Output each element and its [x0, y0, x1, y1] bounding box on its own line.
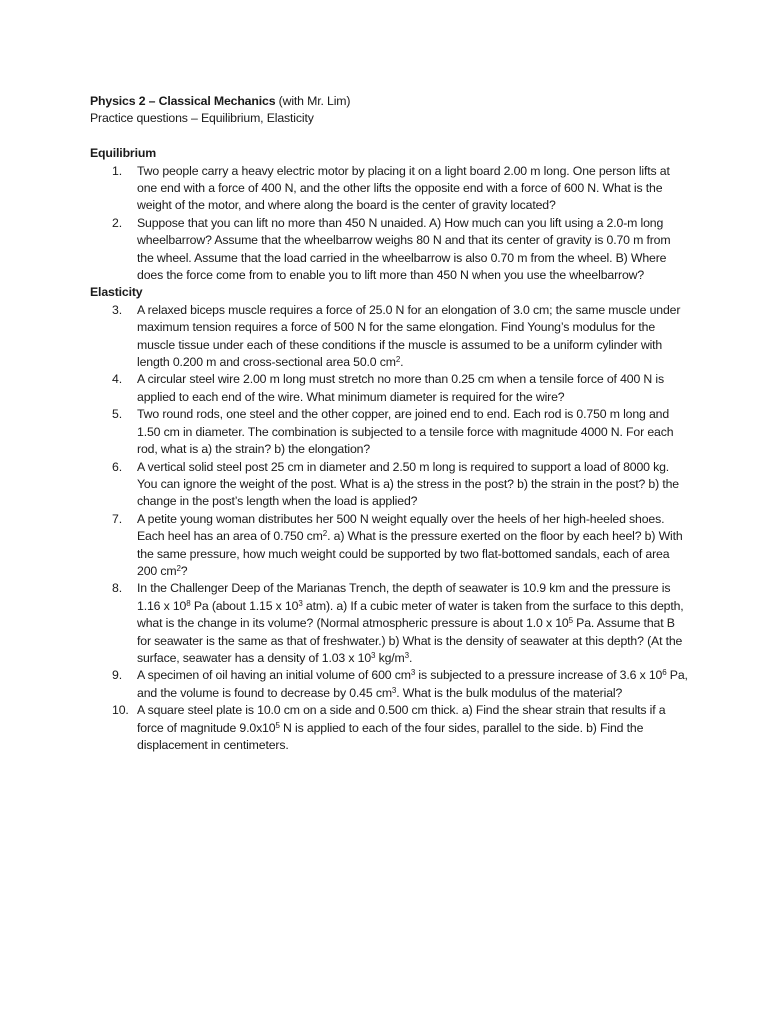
text-part: atm). a) If a cubic meter of water is taken from the surface to this depth, what is the change in its volume? (Normal atmospheric pressure is about 1.0 x 10 [137, 598, 684, 631]
text-part: In the Challenger Deep of the Marianas Trench, the depth of seawater is 10.9 km and the pressure is 1.16 x 10 [137, 581, 671, 613]
superscript: 6 [662, 668, 667, 678]
superscript: 2 [176, 563, 181, 573]
question-number: 9. [112, 668, 122, 683]
question-text [137, 581, 684, 665]
question-item [90, 702, 690, 754]
text-part: N is applied to each of the four sides, parallel to the side. b) Find the displacement in centimeters. [137, 720, 644, 753]
question-number: 10. [112, 703, 129, 718]
question-text: Suppose that you can lift no more than 450 N unaided. A) How much can you lift using a 2.0-m long wheelbarrow? Assume that the wheelbarrow weighs 80 N and that its center of gravity is 0.70 m from the wheel. Assume that the load carried in the wheelbarrow is also 0.70 m from the wheel. B) Where does the force come from to enable you to lift more than 450 N when you use the wheelbarrow? [137, 215, 671, 283]
superscript: 2 [395, 355, 401, 365]
instructor: (with Mr. Lim) [275, 94, 351, 108]
course-title: Physics 2 – Classical Mechanics [90, 94, 276, 108]
question-text: A vertical solid steel post 25 cm in diameter and 2.50 m long is required to support a load of 8000 kg. You can ignore the weight of the post. What is a) the stress in the post? b) the strain in the post? b) the change in the post’s length when the load is applied? [137, 459, 679, 509]
text-part: ? [180, 563, 188, 578]
text-part: Pa (about 1.15 x 10 [190, 598, 299, 613]
question-number: 2. [112, 215, 122, 230]
text-part: . [400, 355, 404, 370]
question-item [90, 511, 690, 581]
text-part: Pa. Assume that B for seawater is the same as that of freshwater.) b) What is the density of seawater at this depth? (At the surface, seawater has a density of 1.03 x 10 [137, 616, 683, 665]
superscript: 3 [410, 668, 416, 678]
document-content [90, 93, 690, 754]
question-text: A circular steel wire 2.00 m long must stretch no more than 0.25 cm when a tensile force of 400 N is applied to each end of the wire. What minimum diameter is required for the wire? [137, 372, 665, 404]
text-part: A square steel plate is 10.0 cm on a side and 0.500 cm thick. a) Find the shear strain that results if a force of magnitude 9.0x10 [137, 703, 666, 735]
question-item [90, 163, 690, 215]
superscript: 5 [568, 616, 573, 626]
text-part: . a) What is the pressure exerted on the floor by each heel? b) With the same pressure, how much weight could be supported by two flat-bottomed sandals, each of area 200 cm [137, 529, 683, 578]
section-heading-equilibrium: Equilibrium [90, 146, 156, 161]
equilibrium-question-list [90, 163, 690, 285]
question-text [137, 668, 688, 699]
question-item [90, 406, 690, 458]
text-part: is subjected to a pressure increase of 3.6 x 10 [415, 668, 663, 683]
superscript: 3 [298, 598, 303, 608]
question-item [90, 302, 690, 372]
question-number: 5. [112, 407, 122, 422]
question-text: Two people carry a heavy electric motor by placing it on a light board 2.00 m long. One person lifts at one end with a force of 400 N, and the other lifts the opposite end with a force of 600 N. What is the weight of the motor, and where along the board is the center of gravity located? [137, 163, 670, 213]
question-number: 3. [112, 302, 122, 317]
question-item [90, 667, 690, 702]
text-part: A petite young woman distributes her 500 N weight equally over the heels of her high-heeled shoes. Each heel has an area of 0.750 cm [137, 511, 665, 544]
page-title [90, 93, 690, 110]
superscript: 3 [391, 685, 397, 695]
question-number: 6. [112, 459, 122, 474]
question-item [90, 580, 690, 667]
superscript: 2 [322, 529, 328, 539]
text-part: A specimen of oil having an initial volume of 600 cm [137, 668, 411, 683]
text-part: A relaxed biceps muscle requires a force of 25.0 N for an elongation of 3.0 cm; the same muscle under maximum tension requires a force of 500 N for the same elongation. Find Young’s modulus for the muscle tissue under each of these conditions if the muscle is assumed to be a uniform cylinder with length 0.200 m and cross-sectional area 50.0 cm [137, 302, 681, 370]
question-text [137, 303, 680, 369]
text-part: Pa, and the volume is found to decrease by 0.45 cm [137, 668, 688, 700]
superscript: 8 [186, 598, 191, 608]
superscript: 3 [404, 650, 409, 660]
superscript: 3 [371, 650, 376, 660]
question-text [137, 703, 665, 752]
text-part: kg/m [375, 650, 405, 665]
question-item [90, 215, 690, 285]
page-subtitle: Practice questions – Equilibrium, Elasticity [90, 111, 314, 126]
elasticity-question-list [90, 302, 690, 755]
text-part: . [408, 650, 413, 665]
question-number: 8. [112, 581, 122, 596]
question-number: 1. [112, 163, 122, 178]
blank-line [90, 128, 690, 145]
text-part: . What is the bulk modulus of the material? [396, 685, 623, 700]
section-heading-elasticity: Elasticity [90, 285, 143, 300]
question-item [90, 459, 690, 511]
question-number: 4. [112, 372, 122, 387]
question-item [90, 371, 690, 406]
question-number: 7. [112, 511, 122, 526]
question-text: Two round rods, one steel and the other copper, are joined end to end. Each rod is 0.750 m long and 1.50 cm in diameter. The combination is subjected to a tensile force with magnitude 4000 N. For each rod, what is a) the strain? b) the elongation? [137, 407, 674, 457]
question-text [137, 512, 683, 578]
superscript: 5 [275, 720, 280, 730]
